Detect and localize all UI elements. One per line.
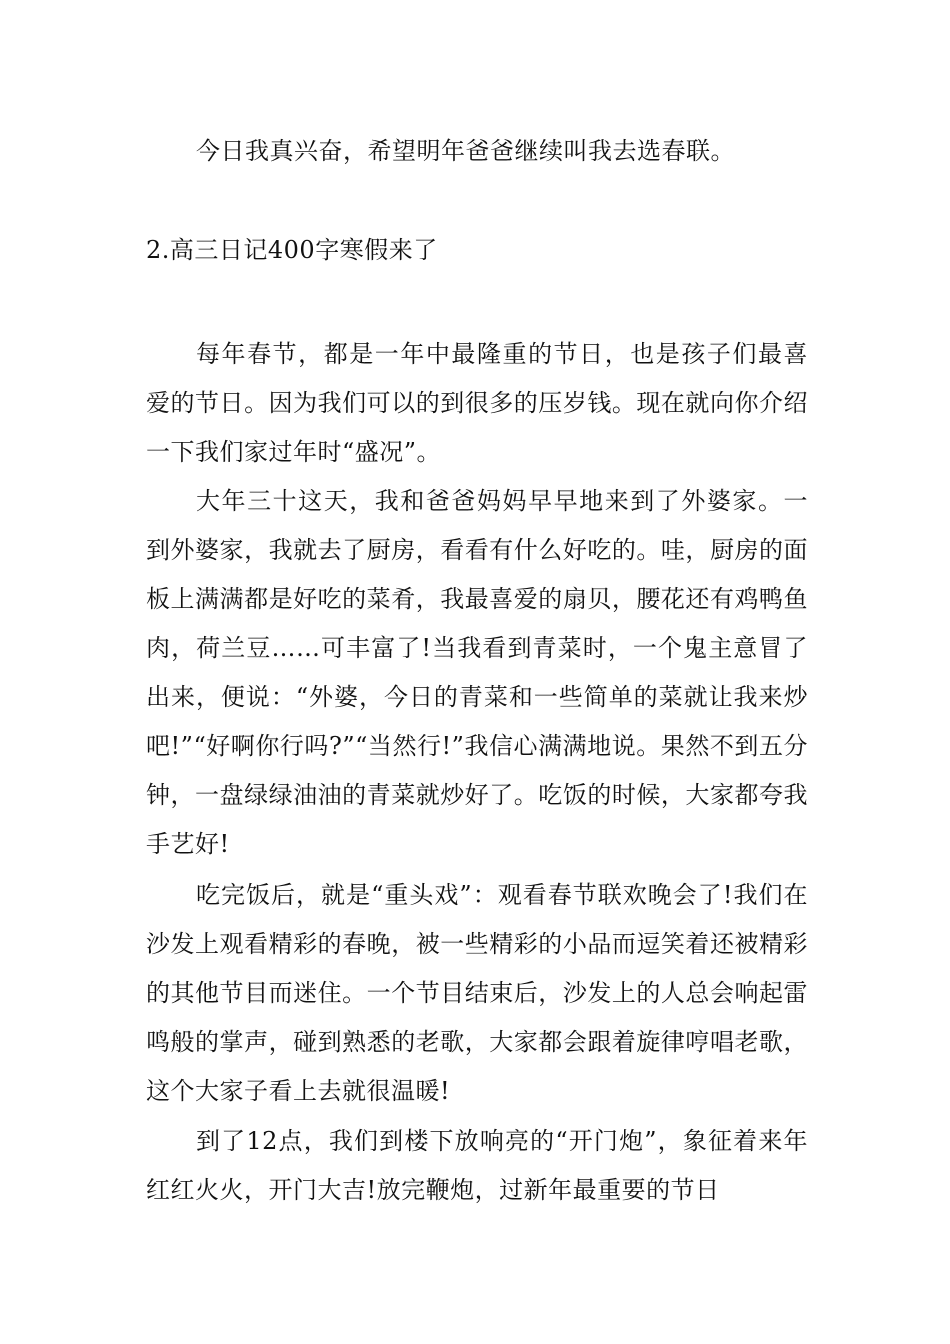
lead-line: 今日我真兴奋，希望明年爸爸继续叫我去选春联。 [196, 137, 735, 165]
section-heading: 2.高三日记400字寒假来了 [146, 236, 438, 264]
paragraph-1: 每年春节，都是一年中最隆重的节日，也是孩子们最喜爱的节日。因为我们可以的到很多的压岁钱。现在就向你介绍一下我们家过年时“盛况”。 [146, 340, 808, 466]
paragraph-2: 大年三十这天，我和爸爸妈妈早早地来到了外婆家。一到外婆家，我就去了厨房，看看有什么好吃的。哇，厨房的面板上满满都是好吃的菜肴，我最喜爱的扇贝，腰花还有鸡鸭鱼肉，荷兰豆……可丰富了!当我看到青菜时，一个鬼主意冒了出来，便说：“外婆，今日的青菜和一些简单的菜就让我来炒吧!”“好啊你行吗?”“当然行!”我信心满满地说。果然不到五分钟，一盘绿绿油油的青菜就炒好了。吃饭的时候，大家都夸我手艺好! [146, 487, 808, 858]
paragraph-3: 吃完饭后，就是“重头戏”：观看春节联欢晚会了!我们在沙发上观看精彩的春晚，被一些精彩的小品而逗笑着还被精彩的其他节目而迷住。一个节目结束后，沙发上的人总会响起雷鸣般的掌声，碰到熟悉的老歌，大家都会跟着旋律哼唱老歌，这个大家子看上去就很温暖! [146, 881, 808, 1105]
paragraph-4: 到了12点，我们到楼下放响亮的“开门炮”，象征着来年红红火火，开门大吉!放完鞭炮，过新年最重要的节日 [146, 1127, 808, 1204]
